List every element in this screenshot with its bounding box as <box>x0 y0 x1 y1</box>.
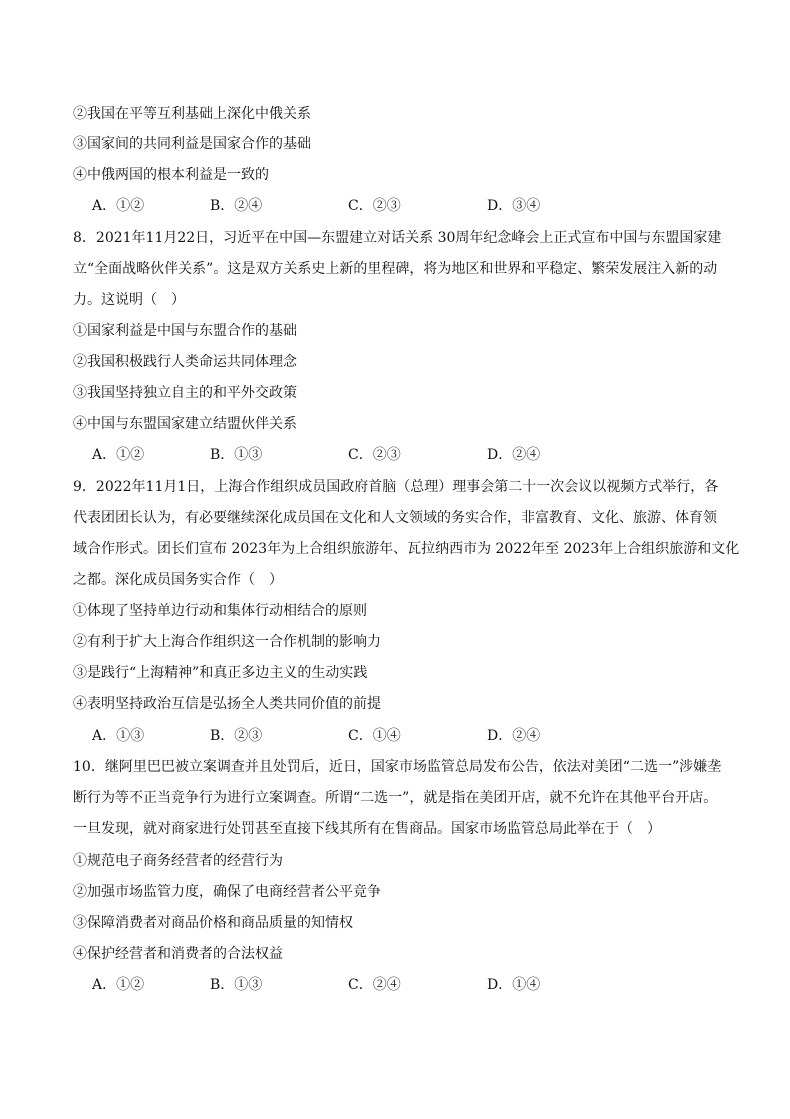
q9-statement-2: ②有利于扩大上海合作组织这一合作机制的影响力 <box>73 634 381 650</box>
q8-statement-1: ①国家利益是中国与东盟合作的基础 <box>73 323 297 339</box>
q8-statement-2: ②我国积极践行人类命运共同体理念 <box>73 354 297 370</box>
q7-option-a: A．①② <box>92 198 145 214</box>
q7-option-c: C．②③ <box>348 198 401 214</box>
q9-option-c: C．①④ <box>348 728 401 744</box>
q10-stem-line-1: 10．继阿里巴巴被立案调查并且处罚后，近日，国家市场监管总局发布公告，依法对美团“二选一”涉嫌垄 <box>73 759 722 775</box>
q8-stem-line-2: 立“全面战略伙伴关系”。这是双方关系史上新的里程碑，将为地区和世界和平稳定、繁荣发展注入新的动 <box>73 261 718 277</box>
q10-statement-4: ④保护经营者和消费者的合法权益 <box>73 946 283 962</box>
q10-stem-line-3: 一旦发现，就对商家进行处罚甚至直接下线其所有在售商品。国家市场监管总局此举在于（ ） <box>73 821 661 837</box>
q9-option-b: B．②③ <box>210 728 263 744</box>
q9-statement-4: ④表明坚持政治互信是弘扬全人类共同价值的前提 <box>73 696 381 712</box>
q9-stem-line-4: 之都。深化成员国务实合作（ ） <box>73 572 283 588</box>
q8-option-a: A．①② <box>92 447 145 463</box>
q8-option-d: D．②④ <box>487 447 541 463</box>
q10-statement-2: ②加强市场监管力度，确保了电商经营者公平竞争 <box>73 884 381 900</box>
q7-statement-3: ③国家间的共同利益是国家合作的基础 <box>73 136 311 152</box>
q9-stem-line-2: 代表团团长认为，有必要继续深化成员国在文化和人文领域的务实合作，非富教育、文化、旅游、体育领 <box>73 510 717 526</box>
q10-statement-3: ③保障消费者对商品价格和商品质量的知情权 <box>73 915 353 931</box>
q10-option-b: B．①③ <box>210 977 263 993</box>
q8-stem-line-3: 力。这说明（ ） <box>73 292 185 308</box>
q10-option-c: C．②④ <box>348 977 401 993</box>
q10-option-a: A．①② <box>92 977 145 993</box>
q10-statement-1: ①规范电子商务经营者的经营行为 <box>73 853 283 869</box>
q7-statement-4: ④中俄两国的根本利益是一致的 <box>73 167 269 183</box>
q9-statement-1: ①体现了坚持单边行动和集体行动相结合的原则 <box>73 603 367 619</box>
q9-option-d: D．②④ <box>487 728 541 744</box>
q9-stem-line-3: 域合作形式。团长们宣布 2023年为上合组织旅游年、瓦拉纳西市为 2022年至 2023年上合组织旅游和文化 <box>73 541 740 557</box>
q10-stem-line-2: 断行为等不正当竞争行为进行立案调查。所谓“二选一”，就是指在美团开店，就不允许在其他平台开店。 <box>73 790 718 806</box>
q7-option-b: B．②④ <box>210 198 263 214</box>
q8-statement-4: ④中国与东盟国家建立结盟伙伴关系 <box>73 416 297 432</box>
q7-option-d: D．③④ <box>487 198 541 214</box>
q8-statement-3: ③我国坚持独立自主的和平外交政策 <box>73 385 297 401</box>
q9-stem-line-1: 9．2022年11月1日，上海合作组织成员国政府首脑（总理）理事会第二十一次会议以视频方式举行，各 <box>73 479 719 495</box>
q8-option-b: B．①③ <box>210 447 263 463</box>
q9-statement-3: ③是践行“上海精神”和真正多边主义的生动实践 <box>73 665 368 681</box>
q8-option-c: C．②③ <box>348 447 401 463</box>
q10-option-d: D．①④ <box>487 977 541 993</box>
q7-statement-2: ②我国在平等互利基础上深化中俄关系 <box>73 106 311 122</box>
q9-option-a: A．①③ <box>92 728 145 744</box>
q8-stem-line-1: 8．2021年11月22日，习近平在中国—东盟建立对话关系 30周年纪念峰会上正式宣布中国与东盟国家建 <box>73 230 722 246</box>
